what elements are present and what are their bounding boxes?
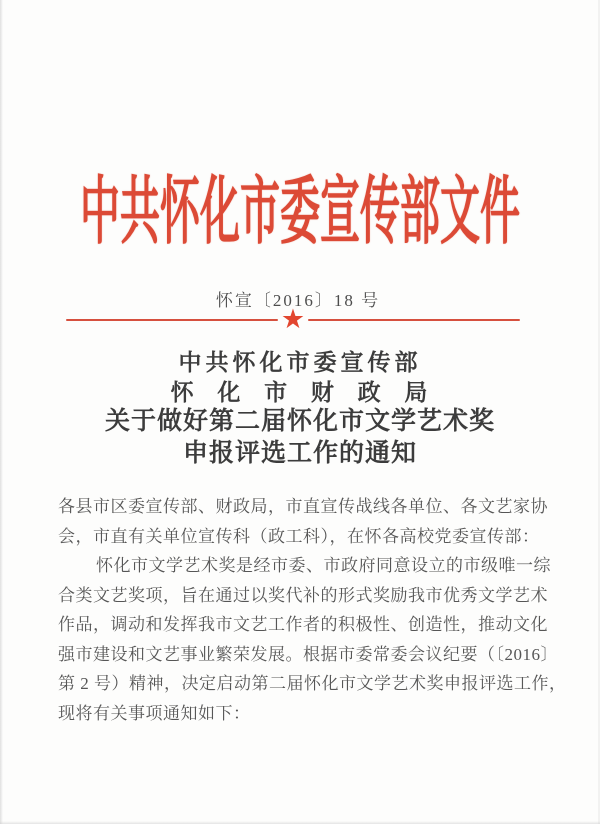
- red-rule-right: [308, 319, 520, 321]
- issuer-line-1: 中共怀化市委宣传部: [178, 350, 422, 375]
- red-divider: [66, 304, 520, 335]
- body-line: 强市建设和文艺事业繁荣发展。根据市委常委会议纪要（〔2016〕: [58, 644, 558, 664]
- star-icon: ★: [280, 304, 306, 335]
- subject-line-2: 申报评选工作的通知: [182, 440, 417, 467]
- body-line: 现将有关事项通知如下：: [58, 703, 251, 723]
- body-line: 作品，调动和发挥我市文艺工作者的积极性、创造性，推动文化: [58, 615, 548, 634]
- salutation-line-1: 各县市区委宣传部、财政局，市直宣传战线各单位、各文艺家协: [58, 497, 548, 516]
- body-text: [58, 492, 567, 728]
- masthead-title: 中共怀化市委宣传部文件: [80, 169, 520, 254]
- body-line: 怀化市文学艺术奖是经市委、市政府同意设立的市级唯一综: [96, 556, 551, 575]
- issuer-line-2: 怀 化 市 财 政 局: [170, 380, 430, 405]
- red-rule-left: [66, 319, 278, 321]
- subject-line-1: 关于做好第二届怀化市文学艺术奖: [104, 408, 495, 435]
- salutation-line-2: 会，市直有关单位宣传科（政工科），在怀各高校党委宣传部：: [58, 526, 540, 546]
- body-line: 第 2 号）精神，决定启动第二届怀化市文学艺术奖申报评选工作，: [58, 674, 567, 693]
- document-number: 怀宣〔2016〕18 号: [215, 291, 381, 310]
- body-line: 合类文艺奖项，旨在通过以奖代补的形式奖励我市优秀文学艺术: [58, 585, 548, 605]
